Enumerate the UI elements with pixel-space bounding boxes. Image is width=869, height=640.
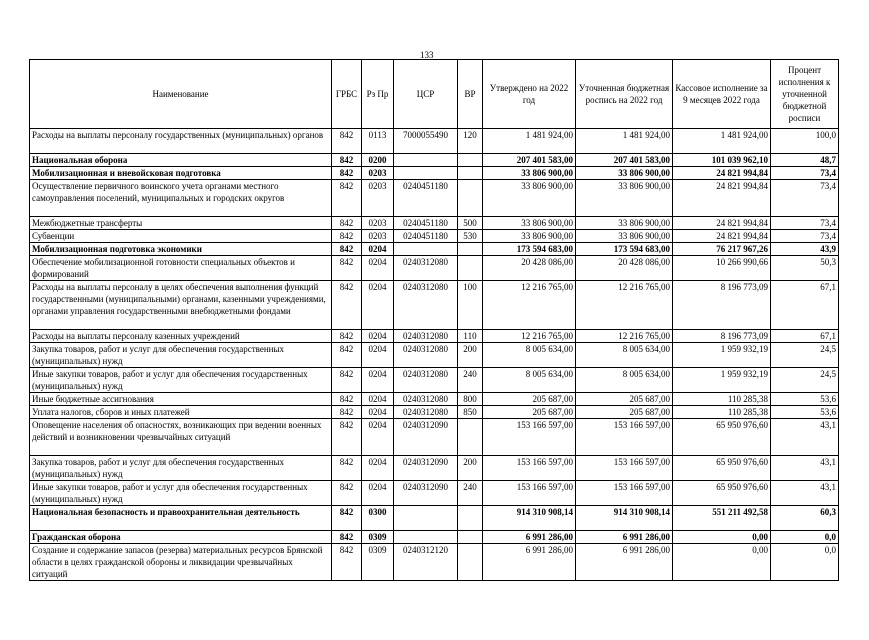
cell-name: Гражданская оборона <box>30 531 332 544</box>
cell-grbs: 842 <box>332 406 362 419</box>
cell-rzpr: 0204 <box>362 393 394 406</box>
cell-name: Закупка товаров, работ и услуг для обеспечения государственных (муниципальных) нужд <box>30 456 332 481</box>
cell-csr <box>394 531 458 544</box>
cell-cash: 110 285,38 <box>673 393 771 406</box>
cell-cash: 65 950 976,60 <box>673 456 771 481</box>
table-row <box>30 129 839 154</box>
table-body <box>30 129 839 581</box>
header-name: Наименование <box>30 60 332 129</box>
cell-percent: 24,5 <box>771 368 839 393</box>
cell-rzpr: 0204 <box>362 481 394 506</box>
cell-cash: 24 821 994,84 <box>673 167 771 180</box>
cell-vr: 500 <box>458 217 483 230</box>
cell-grbs: 842 <box>332 506 362 531</box>
cell-refined: 6 991 286,00 <box>576 531 673 544</box>
cell-rzpr: 0204 <box>362 406 394 419</box>
cell-approved: 8 005 634,00 <box>483 343 576 368</box>
cell-rzpr: 0300 <box>362 506 394 531</box>
cell-percent: 48,7 <box>771 154 839 167</box>
cell-approved: 6 991 286,00 <box>483 544 576 581</box>
cell-refined: 205 687,00 <box>576 406 673 419</box>
cell-cash: 24 821 994,84 <box>673 180 771 217</box>
cell-cash: 0,00 <box>673 544 771 581</box>
cell-grbs: 842 <box>332 129 362 154</box>
cell-rzpr: 0203 <box>362 230 394 243</box>
cell-approved: 8 005 634,00 <box>483 368 576 393</box>
cell-csr <box>394 243 458 256</box>
cell-vr <box>458 256 483 281</box>
cell-grbs: 842 <box>332 243 362 256</box>
cell-approved: 20 428 086,00 <box>483 256 576 281</box>
cell-csr: 0240312090 <box>394 481 458 506</box>
cell-refined: 1 481 924,00 <box>576 129 673 154</box>
cell-percent: 67,1 <box>771 330 839 343</box>
table-row <box>30 217 839 230</box>
cell-name: Межбюджетные трансферты <box>30 217 332 230</box>
cell-percent: 0,0 <box>771 531 839 544</box>
cell-csr: 0240312080 <box>394 406 458 419</box>
cell-approved: 6 991 286,00 <box>483 531 576 544</box>
cell-approved: 12 216 765,00 <box>483 281 576 330</box>
cell-refined: 8 005 634,00 <box>576 343 673 368</box>
page-number: 133 <box>420 50 434 60</box>
cell-refined: 914 310 908,14 <box>576 506 673 531</box>
cell-approved: 33 806 900,00 <box>483 217 576 230</box>
header-vr: ВР <box>458 60 483 129</box>
cell-grbs: 842 <box>332 393 362 406</box>
table-row <box>30 544 839 581</box>
cell-percent: 50,3 <box>771 256 839 281</box>
cell-csr: 0240312080 <box>394 343 458 368</box>
cell-grbs: 842 <box>332 180 362 217</box>
table-header-row <box>30 60 839 129</box>
cell-grbs: 842 <box>332 456 362 481</box>
cell-csr: 0240312080 <box>394 330 458 343</box>
table-row <box>30 343 839 368</box>
cell-cash: 551 211 492,58 <box>673 506 771 531</box>
cell-rzpr: 0204 <box>362 368 394 393</box>
cell-csr: 0240312080 <box>394 393 458 406</box>
cell-percent: 43,1 <box>771 419 839 456</box>
cell-name: Иные бюджетные ассигнования <box>30 393 332 406</box>
cell-approved: 153 166 597,00 <box>483 456 576 481</box>
cell-csr: 0240312080 <box>394 368 458 393</box>
cell-csr: 0240451180 <box>394 230 458 243</box>
cell-name: Расходы на выплаты персоналу казенных учреждений <box>30 330 332 343</box>
cell-csr <box>394 154 458 167</box>
cell-rzpr: 0204 <box>362 343 394 368</box>
cell-csr: 0240312120 <box>394 544 458 581</box>
cell-cash: 1 959 932,19 <box>673 343 771 368</box>
cell-percent: 100,0 <box>771 129 839 154</box>
cell-vr: 240 <box>458 368 483 393</box>
cell-cash: 1 481 924,00 <box>673 129 771 154</box>
cell-name: Создание и содержание запасов (резерва) материальных ресурсов Брянской области в целях гражданской обороны и ликвидации чрезвычайных ситуаций <box>30 544 332 581</box>
cell-cash: 10 266 990,66 <box>673 256 771 281</box>
cell-refined: 33 806 900,00 <box>576 230 673 243</box>
cell-vr: 100 <box>458 281 483 330</box>
cell-rzpr: 0309 <box>362 531 394 544</box>
cell-cash: 0,00 <box>673 531 771 544</box>
cell-csr: 0240312080 <box>394 281 458 330</box>
cell-approved: 173 594 683,00 <box>483 243 576 256</box>
cell-refined: 6 991 286,00 <box>576 544 673 581</box>
cell-rzpr: 0113 <box>362 129 394 154</box>
cell-approved: 153 166 597,00 <box>483 419 576 456</box>
cell-cash: 65 950 976,60 <box>673 481 771 506</box>
table-row <box>30 456 839 481</box>
cell-grbs: 842 <box>332 481 362 506</box>
cell-vr: 120 <box>458 129 483 154</box>
cell-percent: 67,1 <box>771 281 839 330</box>
cell-refined: 12 216 765,00 <box>576 281 673 330</box>
cell-rzpr: 0203 <box>362 217 394 230</box>
cell-approved: 205 687,00 <box>483 393 576 406</box>
cell-name: Расходы на выплаты персоналу государственных (муниципальных) органов <box>30 129 332 154</box>
cell-csr: 0240312090 <box>394 456 458 481</box>
cell-percent: 43,1 <box>771 456 839 481</box>
cell-name: Национальная оборона <box>30 154 332 167</box>
cell-rzpr: 0200 <box>362 154 394 167</box>
cell-percent: 73,4 <box>771 180 839 217</box>
cell-name: Осуществление первичного воинского учета органами местного самоуправления поселений, муниципальных и городских округов <box>30 180 332 217</box>
cell-vr <box>458 154 483 167</box>
cell-vr: 200 <box>458 343 483 368</box>
cell-csr: 7000055490 <box>394 129 458 154</box>
cell-refined: 33 806 900,00 <box>576 180 673 217</box>
cell-vr: 110 <box>458 330 483 343</box>
cell-rzpr: 0204 <box>362 330 394 343</box>
cell-csr: 0240451180 <box>394 217 458 230</box>
header-approved: Утверждено на 2022 год <box>483 60 576 129</box>
cell-csr <box>394 167 458 180</box>
header-grbs: ГРБС <box>332 60 362 129</box>
table-row <box>30 419 839 456</box>
cell-percent: 73,4 <box>771 230 839 243</box>
cell-csr <box>394 506 458 531</box>
table-row <box>30 180 839 217</box>
cell-vr <box>458 506 483 531</box>
header-refined: Уточненная бюджетная роспись на 2022 год <box>576 60 673 129</box>
cell-name: Уплата налогов, сборов и иных платежей <box>30 406 332 419</box>
cell-approved: 205 687,00 <box>483 406 576 419</box>
cell-name: Оповещение населения об опасностях, возникающих при ведении военных действий и возникновении чрезвычайных ситуаций <box>30 419 332 456</box>
cell-cash: 8 196 773,09 <box>673 281 771 330</box>
cell-refined: 33 806 900,00 <box>576 167 673 180</box>
table-row <box>30 393 839 406</box>
cell-vr <box>458 419 483 456</box>
cell-rzpr: 0204 <box>362 281 394 330</box>
cell-percent: 73,4 <box>771 217 839 230</box>
cell-rzpr: 0204 <box>362 456 394 481</box>
table-row <box>30 531 839 544</box>
header-percent: Процент исполнения к уточненной бюджетной росписи <box>771 60 839 129</box>
cell-cash: 101 039 962,10 <box>673 154 771 167</box>
cell-rzpr: 0203 <box>362 180 394 217</box>
cell-approved: 33 806 900,00 <box>483 167 576 180</box>
cell-grbs: 842 <box>332 281 362 330</box>
cell-rzpr: 0204 <box>362 256 394 281</box>
cell-rzpr: 0309 <box>362 544 394 581</box>
cell-approved: 12 216 765,00 <box>483 330 576 343</box>
cell-name: Иные закупки товаров, работ и услуг для обеспечения государственных (муниципальных) нужд <box>30 481 332 506</box>
cell-csr: 0240312090 <box>394 419 458 456</box>
cell-rzpr: 0204 <box>362 243 394 256</box>
cell-csr: 0240451180 <box>394 180 458 217</box>
cell-vr: 200 <box>458 456 483 481</box>
cell-refined: 8 005 634,00 <box>576 368 673 393</box>
cell-cash: 24 821 994,84 <box>673 230 771 243</box>
cell-grbs: 842 <box>332 419 362 456</box>
cell-vr <box>458 180 483 217</box>
cell-approved: 33 806 900,00 <box>483 180 576 217</box>
cell-approved: 1 481 924,00 <box>483 129 576 154</box>
cell-refined: 207 401 583,00 <box>576 154 673 167</box>
cell-refined: 153 166 597,00 <box>576 419 673 456</box>
cell-percent: 0,0 <box>771 544 839 581</box>
cell-name: Мобилизационная подготовка экономики <box>30 243 332 256</box>
cell-name: Закупка товаров, работ и услуг для обеспечения государственных (муниципальных) нужд <box>30 343 332 368</box>
cell-vr: 800 <box>458 393 483 406</box>
cell-name: Обеспечение мобилизационной готовности специальных объектов и формирований <box>30 256 332 281</box>
cell-vr: 240 <box>458 481 483 506</box>
cell-grbs: 842 <box>332 544 362 581</box>
cell-refined: 153 166 597,00 <box>576 481 673 506</box>
cell-percent: 73,4 <box>771 167 839 180</box>
cell-vr <box>458 243 483 256</box>
budget-table <box>29 59 839 581</box>
cell-cash: 76 217 967,26 <box>673 243 771 256</box>
cell-name: Иные закупки товаров, работ и услуг для обеспечения государственных (муниципальных) нужд <box>30 368 332 393</box>
cell-grbs: 842 <box>332 368 362 393</box>
cell-approved: 914 310 908,14 <box>483 506 576 531</box>
cell-refined: 12 216 765,00 <box>576 330 673 343</box>
table-row <box>30 281 839 330</box>
cell-vr <box>458 544 483 581</box>
cell-rzpr: 0204 <box>362 419 394 456</box>
cell-grbs: 842 <box>332 154 362 167</box>
cell-name: Мобилизационная и вневойсковая подготовка <box>30 167 332 180</box>
cell-vr: 850 <box>458 406 483 419</box>
cell-approved: 153 166 597,00 <box>483 481 576 506</box>
cell-vr: 530 <box>458 230 483 243</box>
cell-refined: 153 166 597,00 <box>576 456 673 481</box>
cell-grbs: 842 <box>332 330 362 343</box>
cell-cash: 110 285,38 <box>673 406 771 419</box>
cell-cash: 1 959 932,19 <box>673 368 771 393</box>
cell-percent: 53,6 <box>771 406 839 419</box>
cell-refined: 173 594 683,00 <box>576 243 673 256</box>
table-row <box>30 167 839 180</box>
cell-cash: 65 950 976,60 <box>673 419 771 456</box>
cell-rzpr: 0203 <box>362 167 394 180</box>
cell-grbs: 842 <box>332 230 362 243</box>
cell-grbs: 842 <box>332 167 362 180</box>
cell-vr <box>458 167 483 180</box>
table-row <box>30 154 839 167</box>
table-row <box>30 330 839 343</box>
cell-approved: 33 806 900,00 <box>483 230 576 243</box>
table-row <box>30 230 839 243</box>
cell-refined: 20 428 086,00 <box>576 256 673 281</box>
header-cash: Кассовое исполнение за 9 месяцев 2022 года <box>673 60 771 129</box>
cell-grbs: 842 <box>332 217 362 230</box>
table-row <box>30 243 839 256</box>
table-row <box>30 406 839 419</box>
cell-vr <box>458 531 483 544</box>
cell-name: Субвенции <box>30 230 332 243</box>
cell-csr: 0240312080 <box>394 256 458 281</box>
cell-cash: 8 196 773,09 <box>673 330 771 343</box>
cell-grbs: 842 <box>332 256 362 281</box>
table-row <box>30 481 839 506</box>
table-row <box>30 506 839 531</box>
cell-percent: 43,9 <box>771 243 839 256</box>
header-csr: ЦСР <box>394 60 458 129</box>
cell-cash: 24 821 994,84 <box>673 217 771 230</box>
cell-name: Национальная безопасность и правоохранительная деятельность <box>30 506 332 531</box>
cell-refined: 205 687,00 <box>576 393 673 406</box>
cell-approved: 207 401 583,00 <box>483 154 576 167</box>
cell-percent: 60,3 <box>771 506 839 531</box>
cell-name: Расходы на выплаты персоналу в целях обеспечения выполнения функций государственными (муниципальными) органами, казенными учреждениями, органами управления государственными внебюджетными фондами <box>30 281 332 330</box>
table-row <box>30 256 839 281</box>
cell-refined: 33 806 900,00 <box>576 217 673 230</box>
cell-grbs: 842 <box>332 343 362 368</box>
header-rzpr: Рз Пр <box>362 60 394 129</box>
cell-percent: 53,6 <box>771 393 839 406</box>
cell-percent: 43,1 <box>771 481 839 506</box>
cell-percent: 24,5 <box>771 343 839 368</box>
table-row <box>30 368 839 393</box>
cell-grbs: 842 <box>332 531 362 544</box>
